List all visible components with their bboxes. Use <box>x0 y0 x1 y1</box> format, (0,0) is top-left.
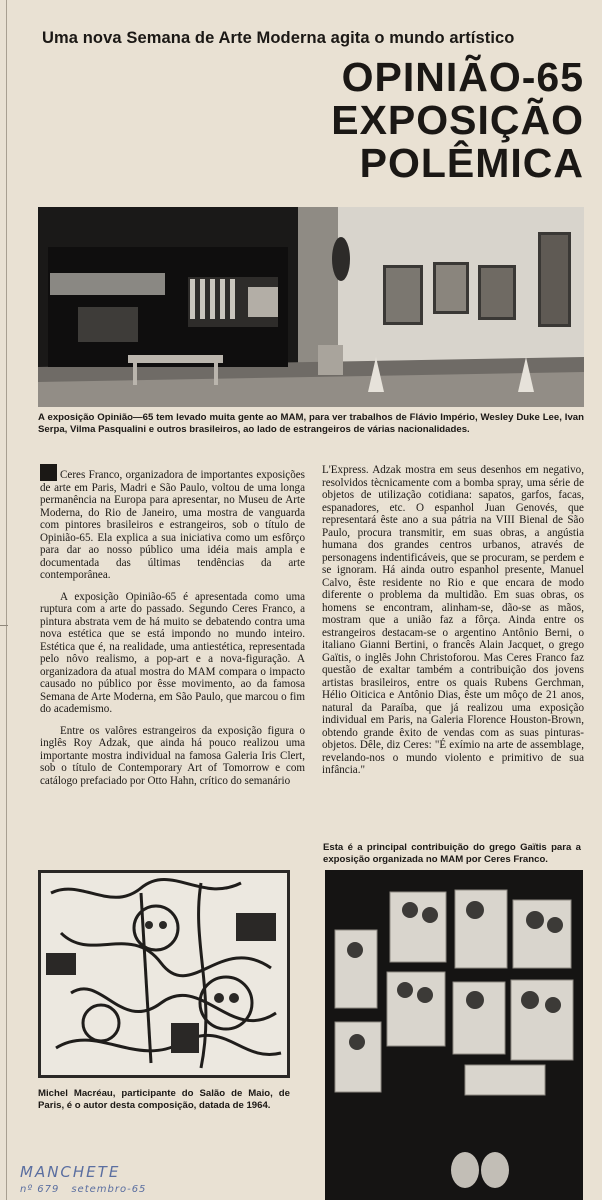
gaitis-caption: Esta é a principal contribuição do grego Gaïtis para a exposição organizada no MAM por Ceres Franco. <box>323 842 581 865</box>
exhibition-hall-photo <box>38 207 584 407</box>
macreau-painting-photo <box>38 870 290 1078</box>
handwritten-issue-number: nº 679 <box>20 1184 60 1195</box>
macreau-painting-illustration <box>41 873 287 1075</box>
handwritten-issue <box>20 1181 146 1198</box>
main-photo-caption: A exposição Opinião—65 tem levado muita gente ao MAM, para ver trabalhos de Flávio Império, Wesley Duke Lee, Ivan Serpa, Vilma Pasqualini e outros brasileiros, ao lado de estrangeiros de várias nacionalidades. <box>38 412 584 435</box>
article-kicker: Uma nova Semana de Arte Moderna agita o mundo artístico <box>42 29 515 47</box>
article-headline <box>224 56 584 185</box>
page-fold-line <box>6 0 7 1200</box>
article-body-right-column <box>322 464 584 786</box>
article-body-left-column <box>40 464 305 796</box>
body-paragraph: L'Express. Adzak mostra em seus desenhos em negativo, resolvidos tècnicamente com a bomba spray, uma série de objetos de utilização cotidiana: sapatos, garfos, facas, espanadores, etc. O espanhol Juan Genovés, que representará êste ano a sua pátria na VIII Bienal de São Paulo, procura transmitir, em suas obras, a angústia humana dos grandes centros urbanos, através de personagens indentificáveis, que se procuram, se perdem e se ignoram. Há ainda outro espanhol presente, Manuel Calvo, êste residente no Rio e que encara de modo diferente o problema da multidão. Em suas obras, os homens se encontram, alinham-se, dão-se as mãos, mostram que a união faz a fôrça. Ainda entre os estrangeiros destacam-se o argentino Antônio Berni, o italiano Gianni Bertini, o francês Alain Jacquet, o grego Gaïtis, o inglês John Christoforou. Mas Ceres Franco faz questão de exaltar também a contribuição dos jovens artistas brasileiros, entre os quais Rubens Gerchman, Hélio Oiticica e Antônio Dias, êste um môço de 21 anos, natural da Paraíba, que já realizou uma exposição individual em Paris, na Galeria Florence Houston-Brown, obtendo grande êxito de vendas com as suas pinturas-objetos. Dêle, diz Ceres: "É exímio na arte de assemblage, revelando-nos o mundo violento e primitivo de sua infância." <box>322 464 584 776</box>
gaitis-painting-photo <box>325 870 583 1200</box>
exhibition-hall-illustration <box>38 207 584 407</box>
handwritten-source: MANCHETE <box>20 1163 121 1181</box>
body-paragraph: A exposição Opinião-65 é apresentada como uma ruptura com a arte do passado. Segundo Ceres Franco, a pintura abstrata vem de há muito se debatendo contra uma nova estética que se está impondo no mundo inteiro. Estética que é, na realidade, uma antiestética, representada pelo nôvo realismo, a pop-art e a nova-figuração. A organizadora da atual mostra do MAM compara o impacto causado no público por êsse movimento, ao da famosa Semana de Arte Moderna, em São Paulo, que marcou o fim do academismo. <box>40 590 305 715</box>
paragraph-marker-icon <box>40 464 57 481</box>
handwritten-archive-note <box>20 1164 146 1198</box>
macreau-caption: Michel Macréau, participante do Salão de Maio, de Paris, é o autor desta composição, datada de 1964. <box>38 1088 290 1111</box>
body-paragraph: Ceres Franco, organizadora de importantes exposições de arte em Paris, Madri e São Paulo, voltou de uma longa permanência na Europa para apresentar, no Museu de Arte Moderna, do Rio de Janeiro, uma mostra de vanguarda com pintores brasileiros e estrangeiros, sob o título de Opinião-65. Ela explica a sua iniciativa como um esfôrço para dar ao nosso público uma idéia mais ampla e documentada das últimas tendências da arte contemporânea. <box>40 464 305 582</box>
handwritten-issue-date: setembro-65 <box>71 1184 147 1195</box>
headline-line-3: POLÊMICA <box>359 140 584 186</box>
headline-line-1: OPINIÃO-65 <box>341 54 584 100</box>
gaitis-painting-illustration <box>325 870 583 1200</box>
body-paragraph: Entre os valôres estrangeiros da exposição figura o inglês Roy Adzak, que ainda há pouco realizou uma importante mostra individual na famosa Galeria Iris Clert, sob o título de Contemporary Art of Tomorrow e com catálogo prefaciado por Otto Hahn, crítico do semanário <box>40 724 305 787</box>
headline-line-2: EXPOSIÇÃO <box>331 97 584 143</box>
page-crease <box>0 625 8 626</box>
